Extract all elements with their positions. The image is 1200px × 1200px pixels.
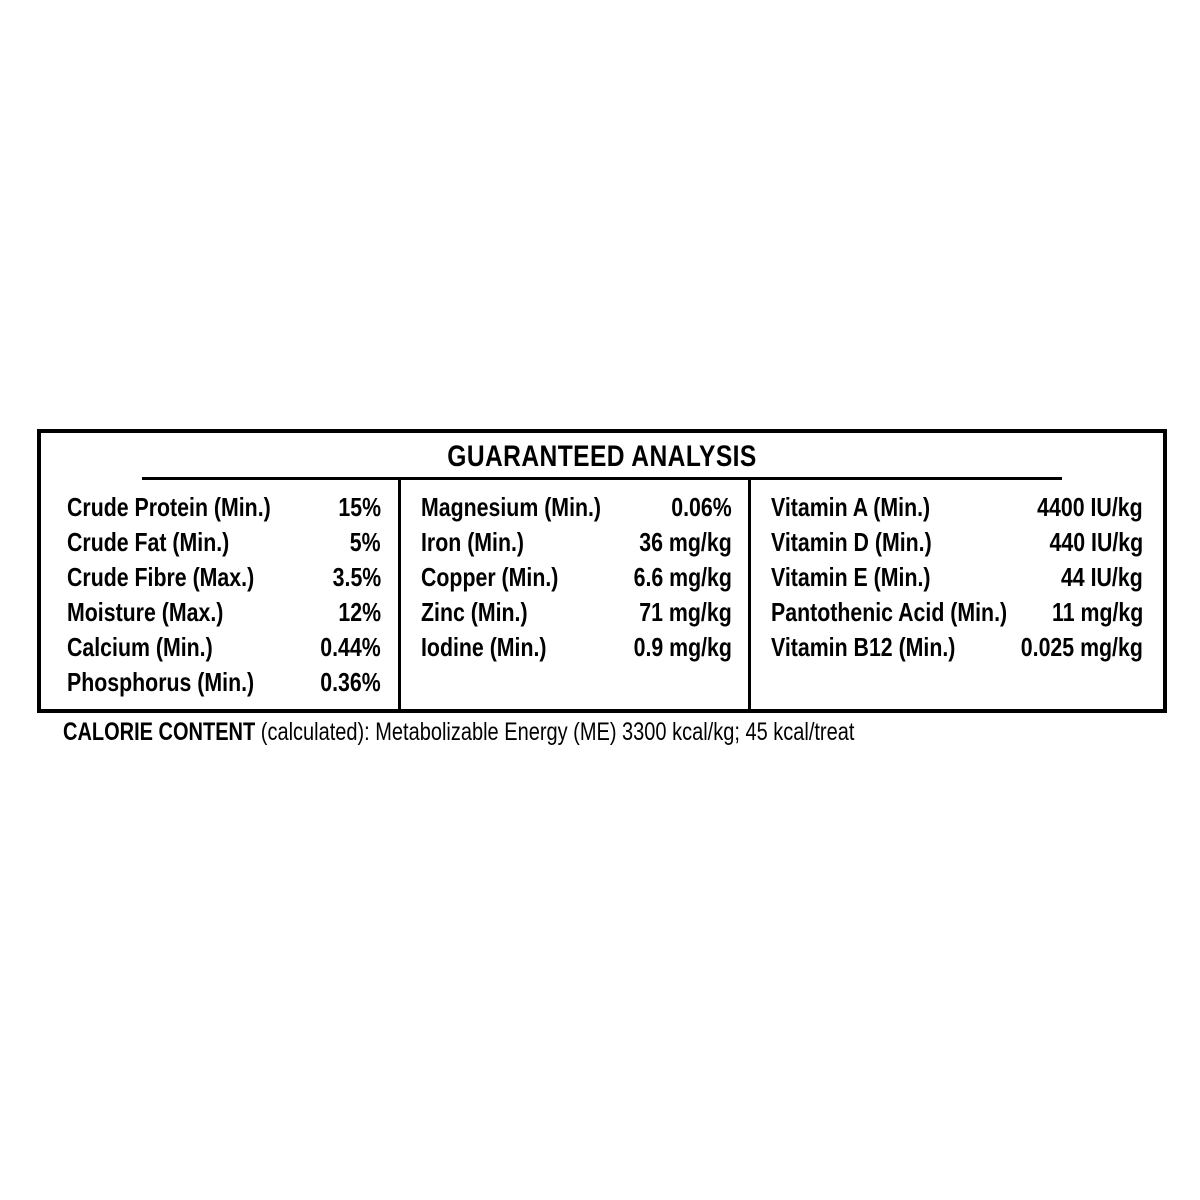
nutrient-value: 15% (338, 492, 381, 522)
column-1 (41, 480, 401, 709)
nutrient-value: 5% (350, 527, 381, 557)
nutrient-name: Vitamin D (Min.) (771, 527, 932, 557)
calorie-content-statement (63, 714, 854, 750)
calorie-content-label: CALORIE CONTENT (63, 718, 256, 746)
nutrient-name: Moisture (Max.) (67, 597, 224, 627)
nutrient-name: Pantothenic Acid (Min.) (771, 597, 1008, 627)
nutrient-name: Crude Fibre (Max.) (67, 562, 255, 592)
nutrient-name: Vitamin E (Min.) (771, 562, 931, 592)
nutrient-value: 0.025 mg/kg (1020, 632, 1143, 662)
nutrient-value: 3.5% (332, 562, 381, 592)
column-2 (401, 480, 751, 709)
nutrient-name: Crude Protein (Min.) (67, 492, 271, 522)
table-row (421, 525, 732, 560)
nutrient-value: 440 IU/kg (1049, 527, 1143, 557)
nutrient-name: Crude Fat (Min.) (67, 527, 230, 557)
nutrient-name: Zinc (Min.) (421, 597, 528, 627)
table-row (421, 595, 732, 630)
nutrient-name: Calcium (Min.) (67, 632, 213, 662)
table-row (421, 490, 732, 525)
table-row (771, 525, 1143, 560)
nutrient-value: 4400 IU/kg (1037, 492, 1143, 522)
table-row (67, 490, 381, 525)
nutrient-name: Copper (Min.) (421, 562, 559, 592)
nutrient-value: 11 mg/kg (1051, 597, 1143, 627)
table-row (67, 560, 381, 595)
calorie-content-text: (calculated): Metabolizable Energy (ME) 3300 kcal/kg; 45 kcal/treat (255, 718, 855, 746)
nutrient-name: Iodine (Min.) (421, 632, 547, 662)
nutrient-value: 0.06% (671, 492, 732, 522)
nutrient-value: 0.44% (320, 632, 381, 662)
column-3 (751, 480, 1163, 709)
table-row (771, 595, 1143, 630)
table-row (771, 630, 1143, 665)
nutrient-name: Magnesium (Min.) (421, 492, 602, 522)
table-row (771, 490, 1143, 525)
table-row (67, 595, 381, 630)
table-row (67, 630, 381, 665)
table-row (771, 560, 1143, 595)
nutrient-value: 6.6 mg/kg (633, 562, 732, 592)
table-row (421, 630, 732, 665)
table-row (67, 665, 381, 700)
nutrient-value: 36 mg/kg (639, 527, 732, 557)
table-title: GUARANTEED ANALYSIS (142, 433, 1062, 480)
table-row (67, 525, 381, 560)
nutrient-name: Phosphorus (Min.) (67, 667, 255, 697)
nutrient-name: Vitamin A (Min.) (771, 492, 931, 522)
nutrient-name: Vitamin B12 (Min.) (771, 632, 956, 662)
guaranteed-analysis-table (37, 429, 1167, 713)
nutrient-value: 71 mg/kg (639, 597, 732, 627)
nutrient-value: 12% (338, 597, 381, 627)
table-row (421, 560, 732, 595)
nutrient-value: 0.9 mg/kg (633, 632, 732, 662)
nutrient-value: 0.36% (320, 667, 381, 697)
nutrient-name: Iron (Min.) (421, 527, 525, 557)
nutrient-value: 44 IU/kg (1061, 562, 1143, 592)
